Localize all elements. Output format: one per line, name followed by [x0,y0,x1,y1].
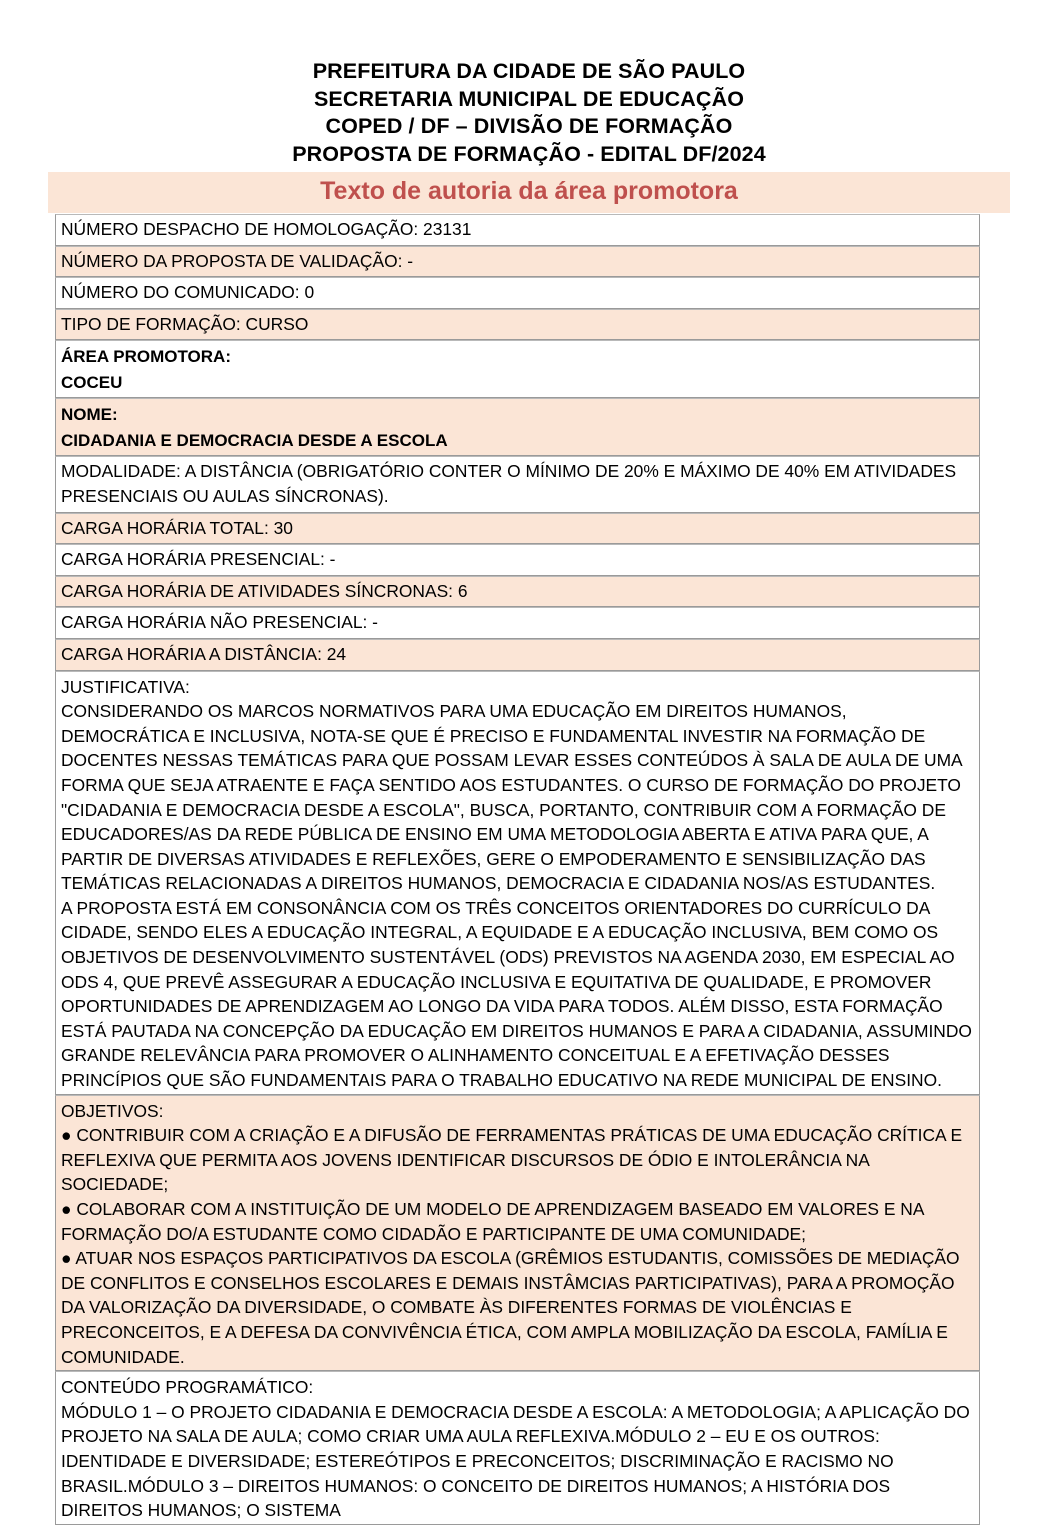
table-row-conteudo-programatico [55,1371,980,1525]
table-row-ch-sincronas [55,576,980,608]
header-line-coped: COPED / DF – DIVISÃO DE FORMAÇÃO [325,114,733,138]
table-row-proposta-validacao [55,246,980,278]
table-row-objetivos [55,1095,980,1372]
table-row-nome [55,398,980,456]
table-row-ch-nao-presencial [55,607,980,639]
justificativa-paragraph-1: CONSIDERANDO OS MARCOS NORMATIVOS PARA UMA EDUCAÇÃO EM DIREITOS HUMANOS, DEMOCRÁTICA E INCLUSIVA, NOTA-SE QUE É PRECISO E FUNDAMENTAL INVESTIR NA FORMAÇÃO DE DOCENTES NESSAS TEMÁTICAS PARA QUE POSSAM LEVAR ESSES CONTEÚDOS À SALA DE AULA DE UMA FORMA QUE SEJA ATRAENTE E FAÇA SENTIDO AOS ESTUDANTES. O CURSO DE FORMAÇÃO DO PROJETO "CIDADANIA E DEMOCRACIA DESDE A ESCOLA", BUSCA, PORTANTO, CONTRIBUIR COM A FORMAÇÃO DE EDUCADORES/AS DA REDE PÚBLICA DE ENSINO EM UMA METODOLOGIA ABERTA E ATIVA PARA QUE, A PARTIR DE DIVERSAS ATIVIDADES E REFLEXÕES, GERE O EMPODERAMENTO E SENSIBILIZAÇÃO DAS TEMÁTICAS RELACIONADAS A DIREITOS HUMANOS, DEMOCRACIA E CIDADANIA NOS/AS ESTUDANTES. [61,701,962,894]
table-row-tipo-formacao [55,309,980,341]
cell-modalidade: MODALIDADE: A DISTÂNCIA (OBRIGATÓRIO CONTER O MÍNIMO DE 20% E MÁXIMO DE 40% EM ATIVIDADES PRESENCIAIS OU AULAS SÍNCRONAS). [55,456,980,512]
cell-ch-sincronas: CARGA HORÁRIA DE ATIVIDADES SÍNCRONAS: 6 [55,576,980,608]
table-row-ch-distancia [55,639,980,671]
table-row-despacho [55,214,980,246]
table-row-modalidade [55,456,980,512]
value-nome: CIDADANIA E DEMOCRACIA DESDE A ESCOLA [61,431,448,451]
cell-justificativa [55,671,980,1095]
conteudo-programatico-text: MÓDULO 1 – O PROJETO CIDADANIA E DEMOCRACIA DESDE A ESCOLA: A METODOLOGIA; A APLICAÇÃO DO PROJETO NA SALA DE AULA; COMO CRIAR UMA AULA REFLEXIVA.MÓDULO 2 – EU E OS OUTROS: IDENTIDADE E DIVERSIDADE; ESTEREÓTIPOS E PRECONCEITOS; DISCRIMINAÇÃO E RACISMO NO BRASIL.MÓDULO 3 – DIREITOS HUMANOS: O CONCEITO DE DIREITOS HUMANOS; A HISTÓRIA DOS DIREITOS HUMANOS; O SISTEMA [61,1401,970,1521]
cell-objetivos [55,1095,980,1372]
header-line-secretaria: SECRETARIA MUNICIPAL DE EDUCAÇÃO [313,86,745,111]
table-row-ch-total [55,513,980,545]
table-row-comunicado [55,277,980,309]
proposal-table [55,214,980,1525]
label-justificativa: JUSTIFICATIVA: [61,676,190,697]
justificativa-paragraph-2: A PROPOSTA ESTÁ EM CONSONÂNCIA COM OS TRÊS CONCEITOS ORIENTADORES DO CURRÍCULO DA CIDADE, SENDO ELES A EDUCAÇÃO INTEGRAL, A EQUIDADE E A EDUCAÇÃO INCLUSIVA, BEM COMO OS OBJETIVOS DE DESENVOLVIMENTO SUSTENTÁVEL (ODS) PREVISTOS NA AGENDA 2030, EM ESPECIAL AO ODS 4, QUE PREVÊ ASSEGURAR A EDUCAÇÃO INCLUSIVA E EQUITATIVA DE QUALIDADE, E PROMOVER OPORTUNIDADES DE APRENDIZAGEM AO LONGO DA VIDA PARA TODOS. ALÉM DISSO, ESTA FORMAÇÃO ESTÁ PAUTADA NA CONCEPÇÃO DA EDUCAÇÃO EM DIREITOS HUMANOS E PARA A CIDADANIA, ASSUMINDO GRANDE RELEVÂNCIA PARA PROMOVER O ALINHAMENTO CONCEITUAL E A EFETIVAÇÃO DESSES PRINCÍPIOS QUE SÃO FUNDAMENTAIS PARA O TRABALHO EDUCATIVO NA REDE MUNICIPAL DE ENSINO. [61,897,972,1091]
cell-nome [55,398,980,456]
cell-ch-nao-presencial: CARGA HORÁRIA NÃO PRESENCIAL: - [55,607,980,639]
label-objetivos: OBJETIVOS: [61,1100,164,1121]
cell-area-promotora [55,340,980,398]
header-line-proposta: PROPOSTA DE FORMAÇÃO - EDITAL DF/2024 [292,141,766,166]
banner-texto-autoria [48,172,1010,213]
cell-despacho: NÚMERO DESPACHO DE HOMOLOGAÇÃO: 23131 [55,214,980,246]
header-line-prefeitura: PREFEITURA DA CIDADE DE SÃO PAULO [312,59,746,83]
cell-ch-presencial: CARGA HORÁRIA PRESENCIAL: - [55,544,980,576]
objetivo-item-2: ● COLABORAR COM A INSTITUIÇÃO DE UM MODELO DE APRENDIZAGEM BASEADO EM VALORES E NA FORMAÇÃO DO/A ESTUDANTE COMO CIDADÃO E PARTICIPANTE DE UMA COMUNIDADE; [61,1199,924,1244]
table-row-area-promotora [55,340,980,398]
label-area-promotora: ÁREA PROMOTORA: [61,347,231,367]
cell-proposta-validacao: NÚMERO DA PROPOSTA DE VALIDAÇÃO: - [55,246,980,278]
label-conteudo-programatico: CONTEÚDO PROGRAMÁTICO: [61,1377,314,1398]
value-area-promotora: COCEU [61,373,123,393]
banner-title-text: Texto de autoria da área promotora [320,177,738,205]
document-header [0,0,1058,168]
table-row-ch-presencial [55,544,980,576]
objetivo-item-3: ● ATUAR NOS ESPAÇOS PARTICIPATIVOS DA ESCOLA (GRÊMIOS ESTUDANTIS, COMISSÕES DE MEDIAÇÃO DE CONFLITOS E CONSELHOS ESCOLARES E DEMAIS INSTÂMCIAS PARTICIPATIVAS), PARA A PROMOÇÃO DA VALORIZAÇÃO DA DIVERSIDADE, O COMBATE ÀS DIFERENTES FORMAS DE VIOLÊNCIAS E PRECONCEITOS, E A DEFESA DA CONVIVÊNCIA ÉTICA, COM AMPLA MOBILIZAÇÃO DA ESCOLA, FAMÍLIA E COMUNIDADE. [61,1248,960,1367]
cell-tipo-formacao: TIPO DE FORMAÇÃO: CURSO [55,309,980,341]
table-row-justificativa [55,671,980,1095]
cell-comunicado: NÚMERO DO COMUNICADO: 0 [55,277,980,309]
label-nome: NOME: [61,405,118,425]
cell-ch-distancia: CARGA HORÁRIA A DISTÂNCIA: 24 [55,639,980,671]
objetivo-item-1: ● CONTRIBUIR COM A CRIAÇÃO E A DIFUSÃO DE FERRAMENTAS PRÁTICAS DE UMA EDUCAÇÃO CRÍTICA E REFLEXIVA QUE PERMITA AOS JOVENS IDENTIFICAR DISCURSOS DE ÓDIO E INTOLERÂNCIA NA SOCIEDADE; [61,1125,963,1195]
cell-conteudo-programatico [55,1371,980,1525]
cell-ch-total: CARGA HORÁRIA TOTAL: 30 [55,513,980,545]
